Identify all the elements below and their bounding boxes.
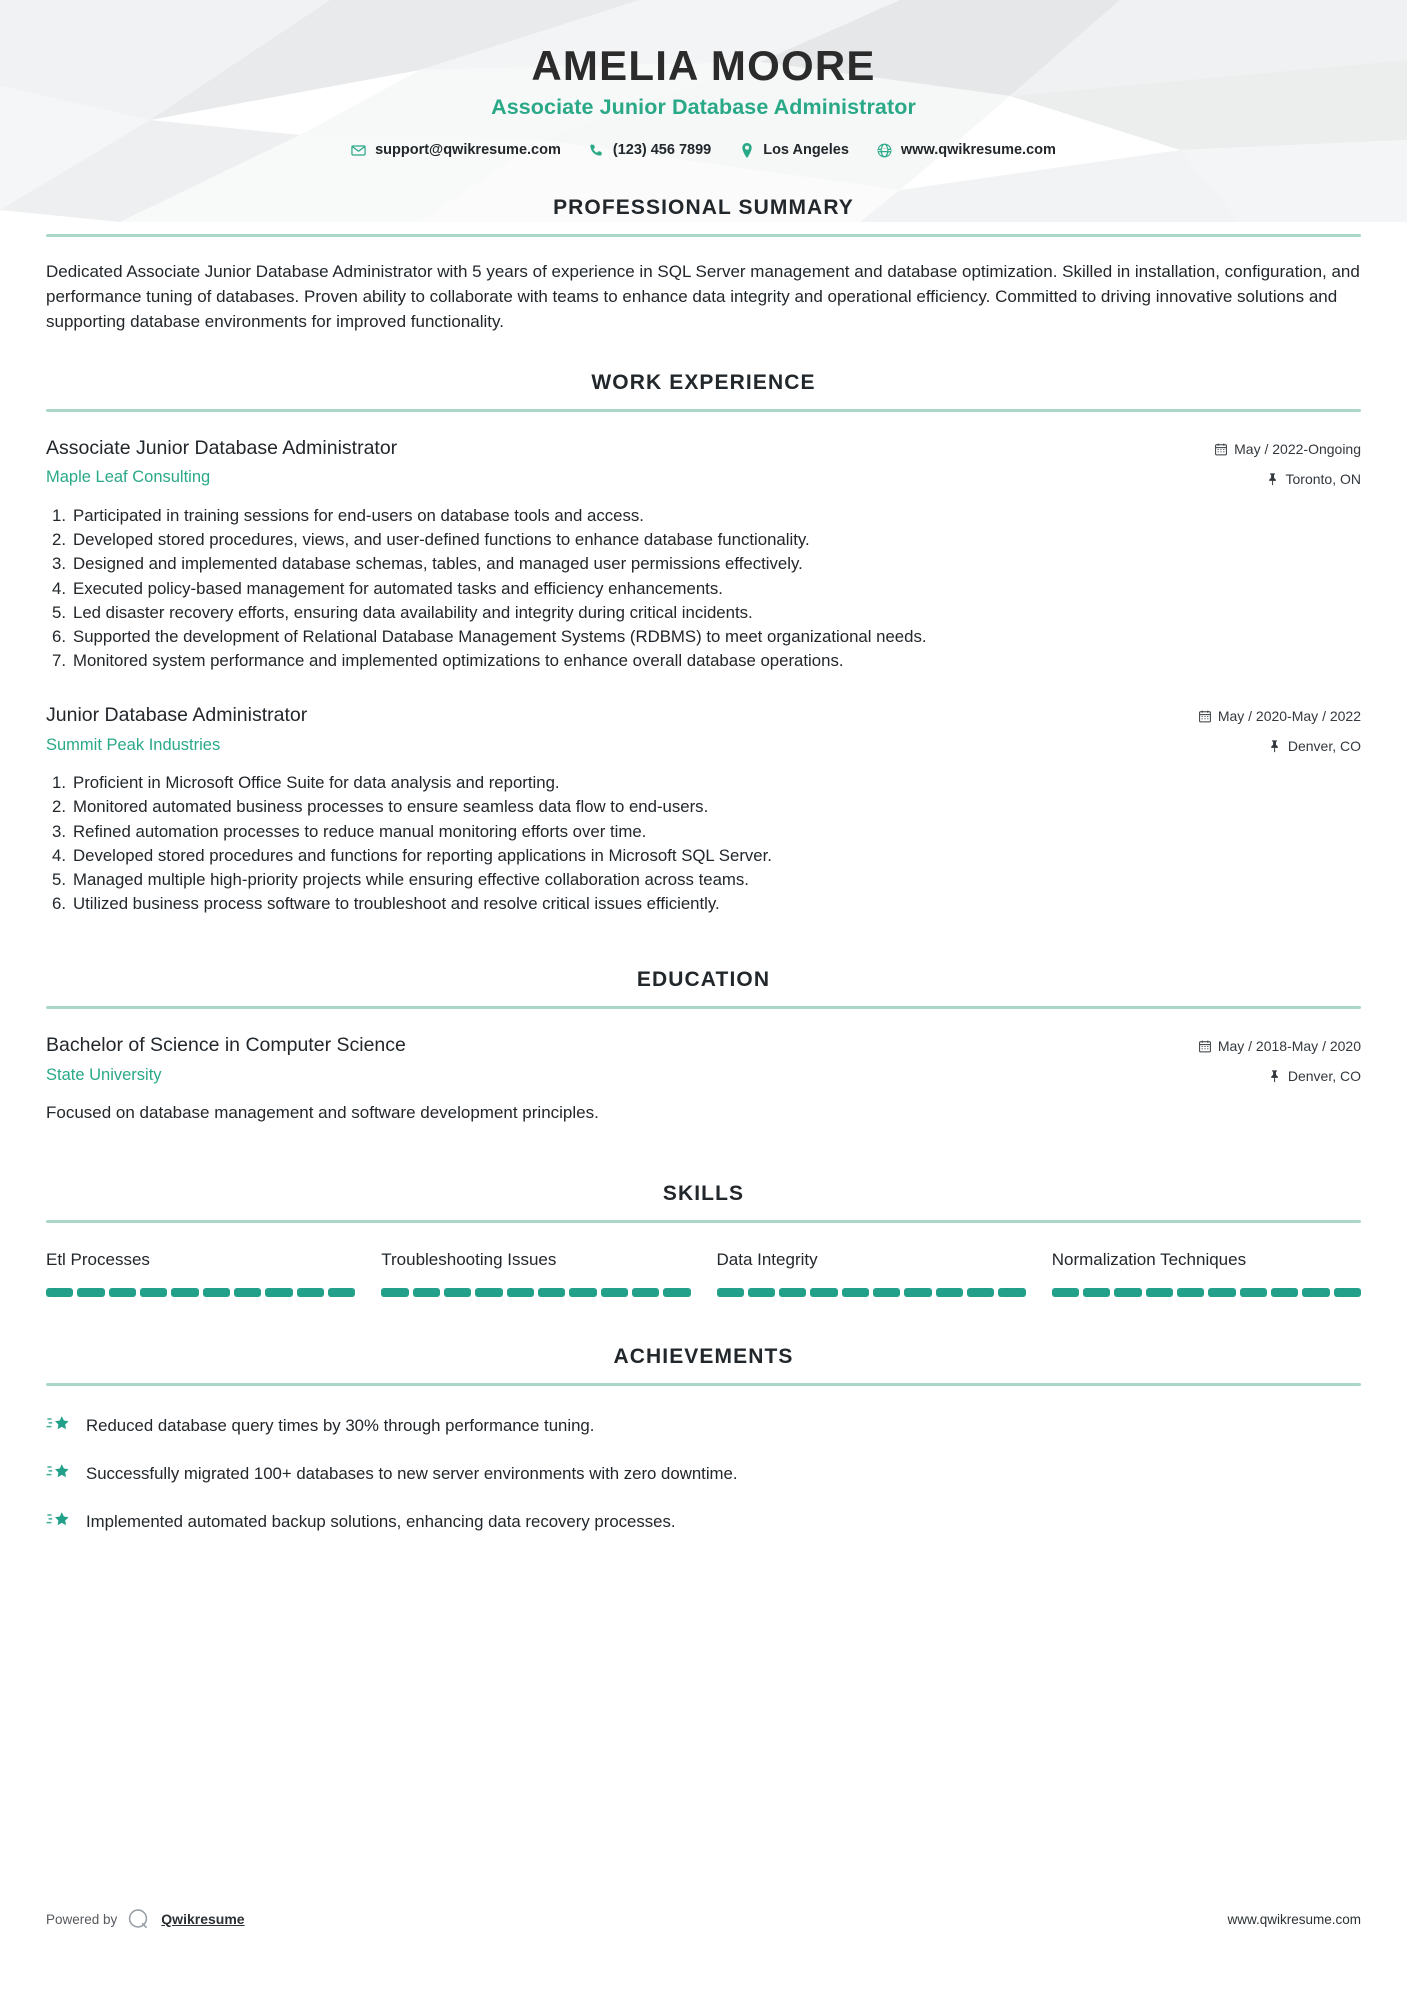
education-entry-meta <box>1199 1033 1361 1087</box>
skill-segment <box>140 1288 167 1297</box>
education-dates <box>1199 1036 1361 1057</box>
education-location <box>1199 1066 1361 1087</box>
bullet-number: 1. <box>52 505 66 525</box>
skill-segment <box>381 1288 408 1297</box>
achievement-text: Reduced database query times by 30% through performance tuning. <box>86 1415 595 1435</box>
skill-segment <box>1271 1288 1298 1297</box>
work-role: Junior Database Administrator <box>46 704 308 727</box>
section-divider <box>46 409 1361 412</box>
bullet-number: 3. <box>52 554 66 574</box>
skill-segment <box>601 1288 628 1297</box>
section-divider <box>46 234 1361 237</box>
work-location <box>1215 469 1361 490</box>
section-title-education: EDUCATION <box>636 968 771 992</box>
shooting-star-icon <box>46 1506 72 1532</box>
footer-brand-link[interactable]: Qwikresume <box>161 1911 245 1927</box>
bullet-text: Monitored system performance and implemented optimizations to enhance overall database operations. <box>73 651 844 671</box>
section-title-work: WORK EXPERIENCE <box>591 370 816 394</box>
globe-icon <box>877 143 892 158</box>
pin-icon <box>1269 1070 1281 1083</box>
work-entry-meta <box>1215 436 1361 490</box>
skill-segment <box>265 1288 292 1297</box>
skill-segment <box>569 1288 596 1297</box>
skills-grid <box>46 1249 1361 1296</box>
skill-item <box>381 1249 690 1296</box>
skill-segment <box>328 1288 355 1297</box>
education-description: Focused on database management and software development principles. <box>46 1103 599 1123</box>
bullet-number: 5. <box>52 602 66 622</box>
bullet-item <box>46 892 1361 916</box>
skill-name: Data Integrity <box>716 1250 818 1270</box>
skill-level-bar <box>717 1288 1026 1297</box>
work-bullets <box>46 504 1361 673</box>
bullet-text: Proficient in Microsoft Office Suite for data analysis and reporting. <box>73 773 560 793</box>
skill-segment <box>297 1288 324 1297</box>
skill-segment <box>1052 1288 1079 1297</box>
summary-text: Dedicated Associate Junior Database Administrator with 5 years of experience in SQL Server management and database optimization. Skilled in installation, configuration, and performance tuning of databases. Proven ability to collaborate with teams to enhance data integrity and operational efficiency. Committed to driving innovative solutions and supporting database environments for improved functionality. <box>46 262 1360 331</box>
bullet-number: 5. <box>52 870 66 890</box>
contact-phone-text: (123) 456 7899 <box>612 142 712 159</box>
bullet-item <box>46 577 1361 601</box>
skill-segment <box>1146 1288 1173 1297</box>
achievement-item <box>46 1460 1361 1486</box>
work-role: Associate Junior Database Administrator <box>46 436 398 459</box>
skill-segment <box>475 1288 502 1297</box>
calendar-icon <box>1199 710 1211 723</box>
calendar-icon <box>1199 1040 1211 1053</box>
email-icon <box>351 143 366 158</box>
education-dates-text: May / 2018-May / 2020 <box>1217 1038 1361 1055</box>
achievement-item <box>46 1508 1361 1534</box>
bullet-text: Designed and implemented database schemas, tables, and managed user permissions effectively. <box>73 554 803 574</box>
bullet-item <box>46 649 1361 673</box>
skill-segment <box>507 1288 534 1297</box>
work-entry-left <box>46 436 1215 489</box>
skill-segment <box>109 1288 136 1297</box>
location-pin-icon <box>739 143 754 158</box>
bullet-text: Monitored automated business processes to ensure seamless data flow to end-users. <box>73 797 709 817</box>
education-location-text: Denver, CO <box>1287 1068 1361 1085</box>
skill-segment <box>203 1288 230 1297</box>
skill-segment <box>967 1288 994 1297</box>
section-title-summary: PROFESSIONAL SUMMARY <box>553 196 854 220</box>
bullet-number: 2. <box>52 530 66 550</box>
section-work-experience <box>46 371 1361 916</box>
bullet-number: 4. <box>52 845 66 865</box>
section-divider <box>46 1383 1361 1386</box>
skill-item <box>46 1249 355 1296</box>
work-entry <box>46 436 1361 673</box>
bullet-number: 2. <box>52 797 66 817</box>
section-title-achievements: ACHIEVEMENTS <box>613 1344 794 1368</box>
phone-icon <box>589 143 604 158</box>
work-entry <box>46 703 1361 916</box>
work-location-text: Denver, CO <box>1287 738 1361 755</box>
skill-segment <box>171 1288 198 1297</box>
bullet-item <box>46 795 1361 819</box>
bullet-text: Developed stored procedures, views, and user-defined functions to enhance database functionality. <box>73 530 810 550</box>
bullet-number: 4. <box>52 578 66 598</box>
skill-segment <box>936 1288 963 1297</box>
achievements-list <box>46 1412 1361 1535</box>
skill-name: Normalization Techniques <box>1051 1250 1247 1270</box>
pin-icon <box>1269 740 1281 753</box>
skill-segment <box>748 1288 775 1297</box>
footer-powered-by-label: Powered by <box>46 1911 118 1927</box>
skill-segment <box>873 1288 900 1297</box>
bullet-text: Developed stored procedures and functions for reporting applications in Microsoft SQL Server. <box>73 845 772 865</box>
skill-level-bar <box>381 1288 690 1297</box>
contact-row <box>0 142 1407 158</box>
bullet-item <box>46 771 1361 795</box>
education-degree: Bachelor of Science in Computer Science <box>46 1034 406 1057</box>
work-bullets <box>46 771 1361 916</box>
bullet-item <box>46 868 1361 892</box>
skill-segment <box>810 1288 837 1297</box>
pin-icon <box>1267 473 1279 486</box>
qwikresume-logo-icon <box>126 1906 152 1932</box>
skill-segment <box>1302 1288 1329 1297</box>
education-entry <box>46 1033 1361 1126</box>
work-location <box>1199 736 1361 757</box>
achievement-text: Implemented automated backup solutions, enhancing data recovery processes. <box>86 1512 676 1532</box>
achievement-text: Successfully migrated 100+ databases to new server environments with zero downtime. <box>86 1463 738 1483</box>
skill-segment <box>663 1288 690 1297</box>
work-company: Summit Peak Industries <box>46 735 221 754</box>
skill-segment <box>632 1288 659 1297</box>
section-divider <box>46 1220 1361 1223</box>
skill-segment <box>538 1288 565 1297</box>
skill-name: Etl Processes <box>46 1250 150 1270</box>
contact-website[interactable] <box>863 142 1070 158</box>
skill-segment <box>904 1288 931 1297</box>
calendar-icon <box>1215 443 1227 456</box>
skill-segment <box>234 1288 261 1297</box>
work-entry-header <box>46 703 1361 757</box>
resume-body <box>0 196 1407 1535</box>
bullet-item <box>46 844 1361 868</box>
bullet-item <box>46 625 1361 649</box>
candidate-name: AMELIA MOORE <box>531 42 876 89</box>
bullet-item <box>46 528 1361 552</box>
contact-website-text: www.qwikresume.com <box>900 142 1056 159</box>
skill-segment <box>717 1288 744 1297</box>
contact-phone[interactable] <box>575 142 725 158</box>
skill-segment <box>1208 1288 1235 1297</box>
bullet-number: 3. <box>52 821 66 841</box>
skill-segment <box>998 1288 1025 1297</box>
skill-segment <box>1334 1288 1361 1297</box>
work-entry-left <box>46 703 1199 756</box>
bullet-number: 1. <box>52 773 66 793</box>
bullet-text: Utilized business process software to troubleshoot and resolve critical issues efficiently. <box>73 894 720 914</box>
education-entry-header <box>46 1033 1361 1087</box>
footer-powered-by <box>46 1906 245 1932</box>
shooting-star-icon <box>46 1410 72 1436</box>
skill-segment <box>413 1288 440 1297</box>
bullet-item <box>46 820 1361 844</box>
bullet-text: Led disaster recovery efforts, ensuring data availability and integrity during critical incidents. <box>73 602 753 622</box>
skill-segment <box>77 1288 104 1297</box>
section-divider <box>46 1006 1361 1009</box>
education-entry-left <box>46 1033 1199 1086</box>
work-location-text: Toronto, ON <box>1285 470 1361 487</box>
skill-segment <box>1083 1288 1110 1297</box>
footer-website[interactable]: www.qwikresume.com <box>1227 1911 1361 1927</box>
skill-level-bar <box>46 1288 355 1297</box>
achievement-item <box>46 1412 1361 1438</box>
skill-name: Troubleshooting Issues <box>381 1250 557 1270</box>
bullet-number: 7. <box>52 651 66 671</box>
bullet-text: Managed multiple high-priority projects while ensuring effective collaboration across teams. <box>73 870 749 890</box>
skill-segment <box>779 1288 806 1297</box>
contact-email[interactable] <box>337 142 575 158</box>
contact-location-text: Los Angeles <box>763 142 849 159</box>
work-entry-meta <box>1199 703 1361 757</box>
skill-segment <box>1114 1288 1141 1297</box>
bullet-item <box>46 601 1361 625</box>
bullet-number: 6. <box>52 894 66 914</box>
work-dates <box>1215 439 1361 460</box>
skill-item <box>1052 1249 1361 1296</box>
section-title-skills: SKILLS <box>662 1182 745 1206</box>
bullet-text: Participated in training sessions for end-users on database tools and access. <box>73 505 644 525</box>
section-achievements <box>46 1345 1361 1535</box>
bullet-item <box>46 504 1361 528</box>
page-footer <box>46 1906 1361 1932</box>
skill-segment <box>46 1288 73 1297</box>
skill-segment <box>842 1288 869 1297</box>
section-professional-summary <box>46 196 1361 335</box>
skill-item <box>717 1249 1026 1296</box>
work-dates-text: May / 2022-Ongoing <box>1234 440 1361 457</box>
bullet-text: Executed policy-based management for automated tasks and efficiency enhancements. <box>73 578 723 598</box>
work-dates-text: May / 2020-May / 2022 <box>1217 708 1361 725</box>
bullet-text: Supported the development of Relational Database Management Systems (RDBMS) to meet organizational needs. <box>73 626 927 646</box>
section-education <box>46 968 1361 1126</box>
skill-level-bar <box>1052 1288 1361 1297</box>
work-dates <box>1199 706 1361 727</box>
work-company: Maple Leaf Consulting <box>46 468 211 487</box>
bullet-number: 6. <box>52 626 66 646</box>
bullet-text: Refined automation processes to reduce manual monitoring efforts over time. <box>73 821 647 841</box>
contact-email-text: support@qwikresume.com <box>375 142 561 159</box>
shooting-star-icon <box>46 1458 72 1484</box>
skill-segment <box>1240 1288 1267 1297</box>
work-entry-header <box>46 436 1361 490</box>
skill-segment <box>444 1288 471 1297</box>
candidate-job-title: Associate Junior Database Administrator <box>491 95 916 120</box>
section-skills <box>46 1182 1361 1296</box>
skill-segment <box>1177 1288 1204 1297</box>
resume-header <box>0 0 1407 158</box>
education-school: State University <box>46 1065 162 1084</box>
contact-location[interactable] <box>725 142 863 158</box>
bullet-item <box>46 552 1361 576</box>
